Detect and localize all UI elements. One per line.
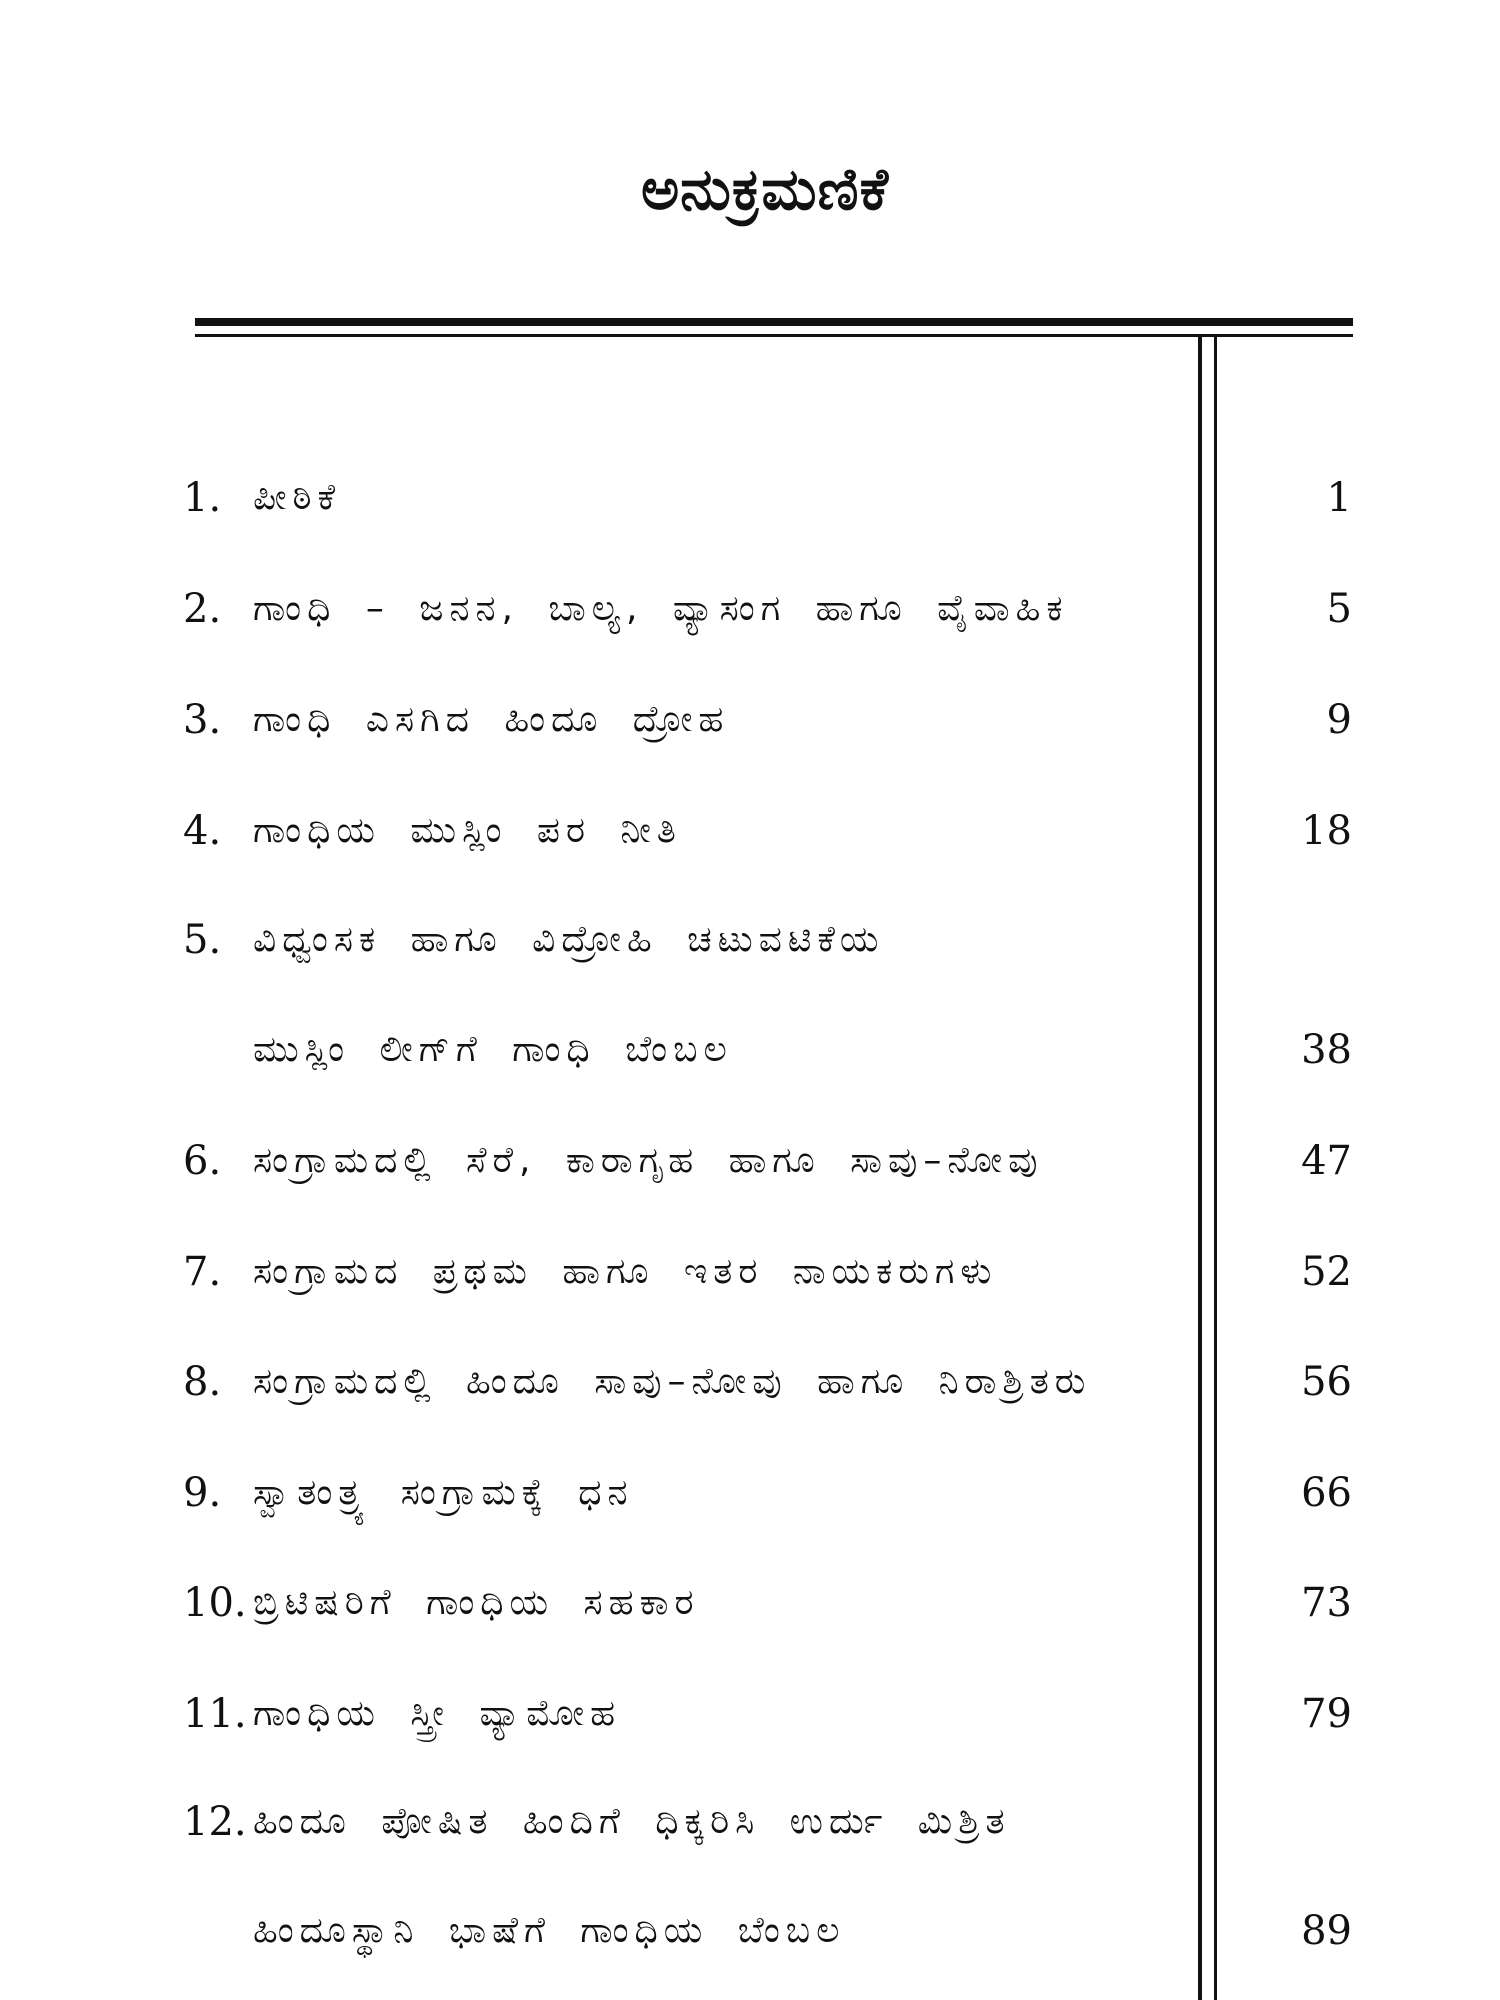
toc-entry-10 — [0, 1568, 1500, 1638]
entry-title: ಗಾಂಧಿಯ ಸ್ತ್ರೀ ವ್ಯಾಮೋಹ — [253, 1693, 622, 1734]
entry-page-number: 52 — [1301, 1249, 1352, 1295]
entry-title: ಬ್ರಿಟಿಷರಿಗೆ ಗಾಂಧಿಯ ಸಹಕಾರ — [253, 1582, 700, 1623]
entry-number: 8. — [183, 1359, 222, 1405]
entry-number: 5. — [183, 917, 222, 963]
entry-number: 9. — [183, 1470, 222, 1516]
toc-entry-7 — [0, 1237, 1500, 1307]
entry-title: ಸಂಗ್ರಾಮದಲ್ಲಿ ಹಿಂದೂ ಸಾವು–ನೋವು ಹಾಗೂ ನಿರಾಶ್ರಿತರು — [253, 1361, 1092, 1402]
toc-entry-5-continued — [0, 1015, 1500, 1085]
entry-page-number: 9 — [1326, 697, 1352, 743]
entry-number: 1. — [183, 475, 222, 521]
entry-title: ಗಾಂಧಿಯ ಮುಸ್ಲಿಂ ಪರ ನೀತಿ — [253, 810, 682, 851]
page-title: ಅನುಕ್ರಮಣಿಕೆ — [640, 155, 890, 223]
entry-page-number: 18 — [1301, 808, 1352, 854]
entry-title: ಗಾಂಧಿ – ಜನನ, ಬಾಲ್ಯ, ವ್ಯಾಸಂಗ ಹಾಗೂ ವೈವಾಹಿಕ — [253, 588, 1069, 629]
toc-entry-1 — [0, 463, 1500, 533]
entry-number: 7. — [183, 1249, 222, 1295]
entry-page-number: 73 — [1301, 1580, 1352, 1626]
entry-title: ಸ್ವಾತಂತ್ರ್ಯ ಸಂಗ್ರಾಮಕ್ಕೆ ಧನ — [253, 1472, 634, 1513]
toc-entry-2 — [0, 574, 1500, 644]
entry-title: ಗಾಂಧಿ ಎಸಗಿದ ಹಿಂದೂ ದ್ರೋಹ — [253, 699, 730, 740]
toc-entry-11 — [0, 1679, 1500, 1749]
toc-entry-12 — [0, 1787, 1500, 1857]
entry-title: ಹಿಂದೂ ಪೋಷಿತ ಹಿಂದಿಗೆ ಧಿಕ್ಕರಿಸಿ ಉರ್ದು ಮಿಶ್ರಿತ — [253, 1801, 1011, 1842]
entry-page-number: 56 — [1301, 1359, 1352, 1405]
toc-entry-6 — [0, 1126, 1500, 1196]
toc-entry-8 — [0, 1347, 1500, 1417]
toc-entry-4 — [0, 796, 1500, 866]
toc-entry-3 — [0, 685, 1500, 755]
entry-title: ಮುಸ್ಲಿಂ ಲೀಗ್‌ಗೆ ಗಾಂಧಿ ಬೆಂಬಲ — [253, 1029, 733, 1070]
entry-number: 10. — [183, 1580, 247, 1626]
entry-title: ವಿಧ್ವಂಸಕ ಹಾಗೂ ವಿದ್ರೋಹಿ ಚಟುವಟಿಕೆಯ — [253, 919, 885, 960]
toc-entry-5 — [0, 905, 1500, 975]
entry-page-number: 47 — [1301, 1138, 1352, 1184]
entry-page-number: 38 — [1301, 1027, 1352, 1073]
entry-number: 11. — [183, 1691, 247, 1737]
entry-page-number: 1 — [1326, 475, 1352, 521]
entry-title: ಸಂಗ್ರಾಮದ ಪ್ರಥಮ ಹಾಗೂ ಇತರ ನಾಯಕರುಗಳು — [253, 1251, 998, 1292]
entry-number: 12. — [183, 1799, 247, 1845]
toc-entry-9 — [0, 1458, 1500, 1528]
entry-title: ಪೀಠಿಕೆ — [253, 477, 342, 518]
entry-number: 4. — [183, 808, 222, 854]
entry-number: 2. — [183, 586, 222, 632]
entry-page-number: 79 — [1301, 1691, 1352, 1737]
entry-title: ಸಂಗ್ರಾಮದಲ್ಲಿ ಸೆರೆ, ಕಾರಾಗೃಹ ಹಾಗೂ ಸಾವು–ನೋವು — [253, 1140, 1044, 1181]
entry-number: 3. — [183, 697, 222, 743]
entry-number: 6. — [183, 1138, 222, 1184]
entry-title: ಹಿಂದೂಸ್ಥಾನಿ ಭಾಷೆಗೆ ಗಾಂಧಿಯ ಬೆಂಬಲ — [253, 1910, 846, 1951]
entry-page-number: 89 — [1301, 1908, 1352, 1954]
entry-page-number: 66 — [1301, 1470, 1352, 1516]
entry-page-number: 5 — [1326, 586, 1352, 632]
toc-entry-12-continued — [0, 1896, 1500, 1966]
